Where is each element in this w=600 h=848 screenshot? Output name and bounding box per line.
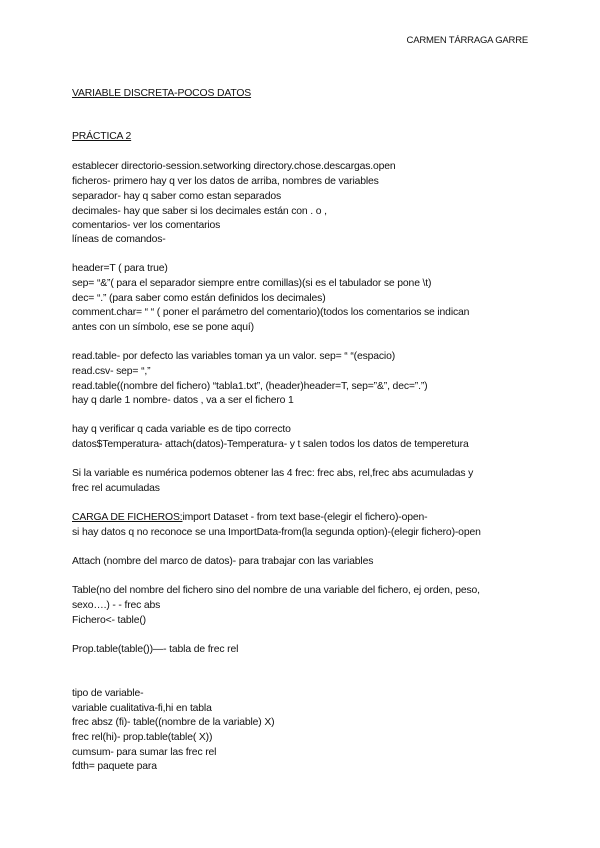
section-heading: PRÁCTICA 2 (72, 131, 132, 142)
text-line: read.csv- sep= “,” (72, 366, 151, 377)
carga-ficheros-label: CARGA DE FICHEROS: (72, 512, 183, 523)
text-line: frec absz (fi)- table((nombre de la variable) X) (72, 717, 275, 728)
text-line: decimales- hay que saber si los decimales están con . o , (72, 206, 327, 217)
text-line: establecer directorio-session.setworking directory.chose.descargas.open (72, 161, 396, 172)
text-line: fdth= paquete para (72, 761, 157, 772)
text-line: comentarios- ver los comentarios (72, 220, 221, 231)
author-header: CARMEN TÁRRAGA GARRE (406, 35, 528, 46)
text-line: header=T ( para true) (72, 263, 168, 274)
text-line: sep= “&”( para el separador siempre entre comillas)(si es el tabulador se pone \t) (72, 278, 432, 289)
text-line: read.table((nombre del fichero) “tabla1.txt”, (header)header=T, sep=”&”, dec=”.”) (72, 381, 428, 392)
text-line: datos$Temperatura- attach(datos)-Temperatura- y t salen todos los datos de temperetura (72, 439, 469, 450)
text-line (72, 511, 427, 525)
text-line: dec= “.” (para saber como están definidos los decimales) (72, 293, 326, 304)
text-line: tipo de variable- (72, 688, 144, 699)
text-line: ficheros- primero hay q ver los datos de arriba, nombres de variables (72, 176, 379, 187)
text-line: si hay datos q no reconoce se una ImportData-from(la segunda option)-(elegir fichero)-open (72, 527, 481, 538)
text-fragment: import Dataset - from text base-(elegir el fichero)-open- (182, 512, 428, 523)
text-line: hay q verificar q cada variable es de tipo correcto (72, 424, 291, 435)
document-title: VARIABLE DISCRETA-POCOS DATOS (72, 88, 252, 99)
text-line: separador- hay q saber como estan separados (72, 191, 281, 202)
text-line: frec rel(hi)- prop.table(table( X)) (72, 732, 213, 743)
text-line: Table(no del nombre del fichero sino del nombre de una variable del fichero, ej orden, peso, (72, 585, 480, 596)
text-line: Attach (nombre del marco de datos)- para trabajar con las variables (72, 556, 374, 567)
text-line: antes con un símbolo, ese se pone aquí) (72, 322, 254, 333)
text-line: read.table- por defecto las variables toman ya un valor. sep= “ “(espacio) (72, 351, 396, 362)
text-line: hay q darle 1 nombre- datos , va a ser el fichero 1 (72, 395, 294, 406)
text-line: líneas de comandos- (72, 234, 166, 245)
text-line: frec rel acumuladas (72, 483, 160, 494)
text-line: sexo….) - - frec abs (72, 600, 161, 611)
text-line: cumsum- para sumar las frec rel (72, 747, 217, 758)
text-line: Fichero<- table() (72, 615, 146, 626)
text-line: Prop.table(table())—- tabla de frec rel (72, 644, 239, 655)
text-line: Si la variable es numérica podemos obtener las 4 frec: frec abs, rel,frec abs acumuladas y (72, 468, 474, 479)
text-line: comment.char= “ “ ( poner el parámetro del comentario)(todos los comentarios se indican (72, 307, 470, 318)
text-line: variable cualitativa-fi,hi en tabla (72, 703, 212, 714)
